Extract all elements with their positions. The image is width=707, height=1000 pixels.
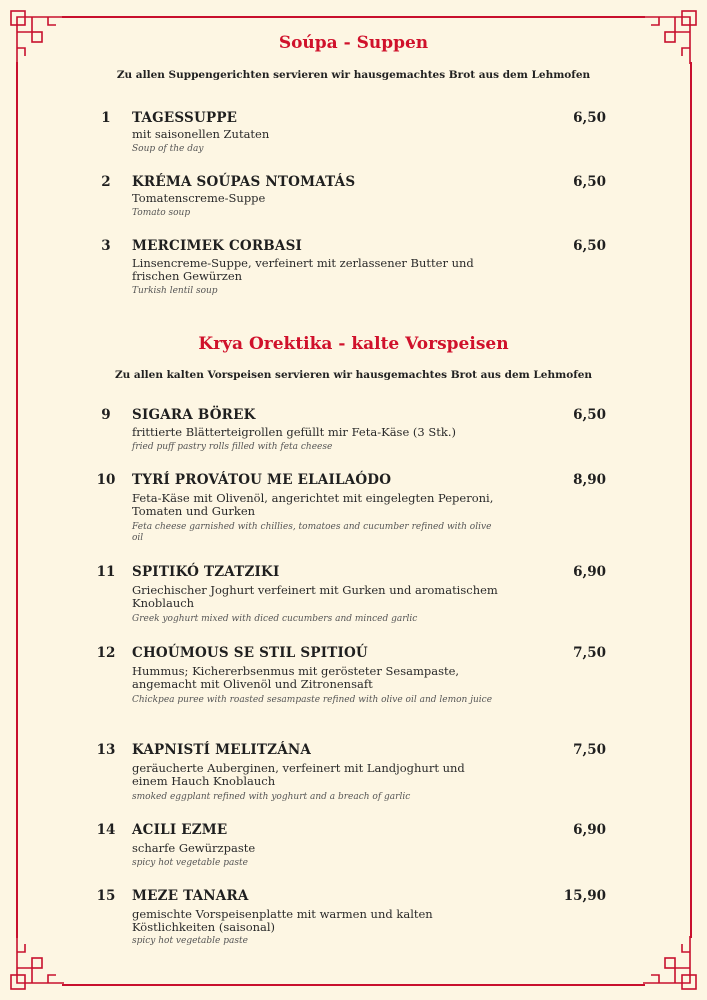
item-number: 12 [96, 645, 116, 661]
item-price: 6,50 [573, 110, 606, 126]
section-note-soups: Zu allen Suppengerichten servieren wir hausgemachtes Brot aus dem Lehmofen [116, 69, 591, 81]
item-name: KAPNISTÍ MELITZÁNA [132, 742, 312, 758]
item-translation: Greek yoghurt mixed with diced cucumbers and minced garlic [132, 614, 418, 624]
item-number: 13 [96, 742, 116, 758]
item-number: 11 [96, 564, 116, 580]
item-price: 8,90 [573, 472, 606, 488]
item-name: TYRÍ PROVÁTOU ME ELAILAÓDO [132, 472, 392, 488]
section-title-cold-starters: Krya Orektika - kalte Vorspeisen [198, 334, 509, 354]
item-description: mit saisonellen Zutaten [132, 127, 270, 141]
item-translation: Tomato soup [132, 208, 191, 218]
frame-bottom-line [62, 984, 645, 986]
item-price: 6,90 [573, 822, 606, 838]
item-name: CHOÚMOUS SE STIL SPITIOÚ [132, 645, 368, 661]
item-description: Linsencreme-Suppe, verfeinert mit zerlassener Butter und frischen Gewürzen [132, 256, 474, 283]
frame-right-line [690, 62, 692, 938]
item-name: TAGESSUPPE [132, 110, 238, 126]
item-translation: fried puff pastry rolls filled with feta cheese [132, 442, 333, 452]
item-price: 7,50 [573, 645, 606, 661]
item-translation: Chickpea puree with roasted sesampaste refined with olive oil and lemon juice [132, 695, 493, 705]
item-number: 3 [101, 238, 111, 254]
item-name: SPITIKÓ TZATZIKI [132, 564, 280, 580]
item-price: 6,90 [573, 564, 606, 580]
corner-ornament-bottom-right [643, 936, 699, 992]
section-note-cold-starters: Zu allen kalten Vorspeisen servieren wir hausgemachtes Brot aus dem Lehmofen [114, 369, 593, 381]
section-title-soups: Soúpa - Suppen [278, 33, 429, 53]
item-description: Griechischer Joghurt verfeinert mit Gurken und aromatischem Knoblauch [132, 583, 498, 610]
item-description: Tomatenscreme-Suppe [132, 191, 266, 205]
item-description: geräucherte Auberginen, verfeinert mit Landjoghurt und einem Hauch Knoblauch [132, 761, 465, 788]
item-name: KRÉMA SOÚPAS NTOMATÁS [132, 174, 356, 190]
item-name: SIGARA BÖREK [132, 407, 256, 423]
item-number: 14 [96, 822, 116, 838]
item-price: 6,50 [573, 174, 606, 190]
item-translation: spicy hot vegetable paste [132, 858, 248, 868]
frame-top-line [62, 16, 645, 18]
item-translation: smoked eggplant refined with yoghurt and a breach of garlic [132, 792, 411, 802]
item-number: 15 [96, 888, 116, 904]
item-name: ACILI EZME [132, 822, 228, 838]
item-number: 2 [101, 174, 111, 190]
item-number: 1 [101, 110, 111, 126]
item-price: 6,50 [573, 407, 606, 423]
frame-left-line [16, 62, 18, 938]
item-translation: Turkish lentil soup [132, 286, 218, 296]
item-name: MERCIMEK CORBASI [132, 238, 303, 254]
item-price: 6,50 [573, 238, 606, 254]
item-price: 7,50 [573, 742, 606, 758]
item-description: Hummus; Kichererbsenmus mit gerösteter Sesampaste, angemacht mit Olivenöl und Zitronensaft [132, 664, 460, 691]
item-description: scharfe Gewürzpaste [132, 841, 256, 855]
item-price: 15,90 [563, 888, 606, 904]
item-number: 10 [96, 472, 116, 488]
item-name: MEZE TANARA [132, 888, 249, 904]
item-translation: spicy hot vegetable paste [132, 936, 248, 946]
item-description: frittierte Blätterteigrollen gefüllt mir Feta-Käse (3 Stk.) [132, 425, 456, 439]
item-translation: Soup of the day [132, 144, 204, 154]
item-description: Feta-Käse mit Olivenöl, angerichtet mit eingelegten Peperoni, Tomaten und Gurken [132, 491, 494, 518]
item-number: 9 [101, 407, 111, 423]
item-translation: Feta cheese garnished with chillies, tomatoes and cucumber refined with olive oil [132, 522, 492, 543]
item-description: gemischte Vorspeisenplatte mit warmen und kalten Köstlichkeiten (saisonal) [132, 907, 433, 934]
corner-ornament-bottom-left [8, 936, 64, 992]
